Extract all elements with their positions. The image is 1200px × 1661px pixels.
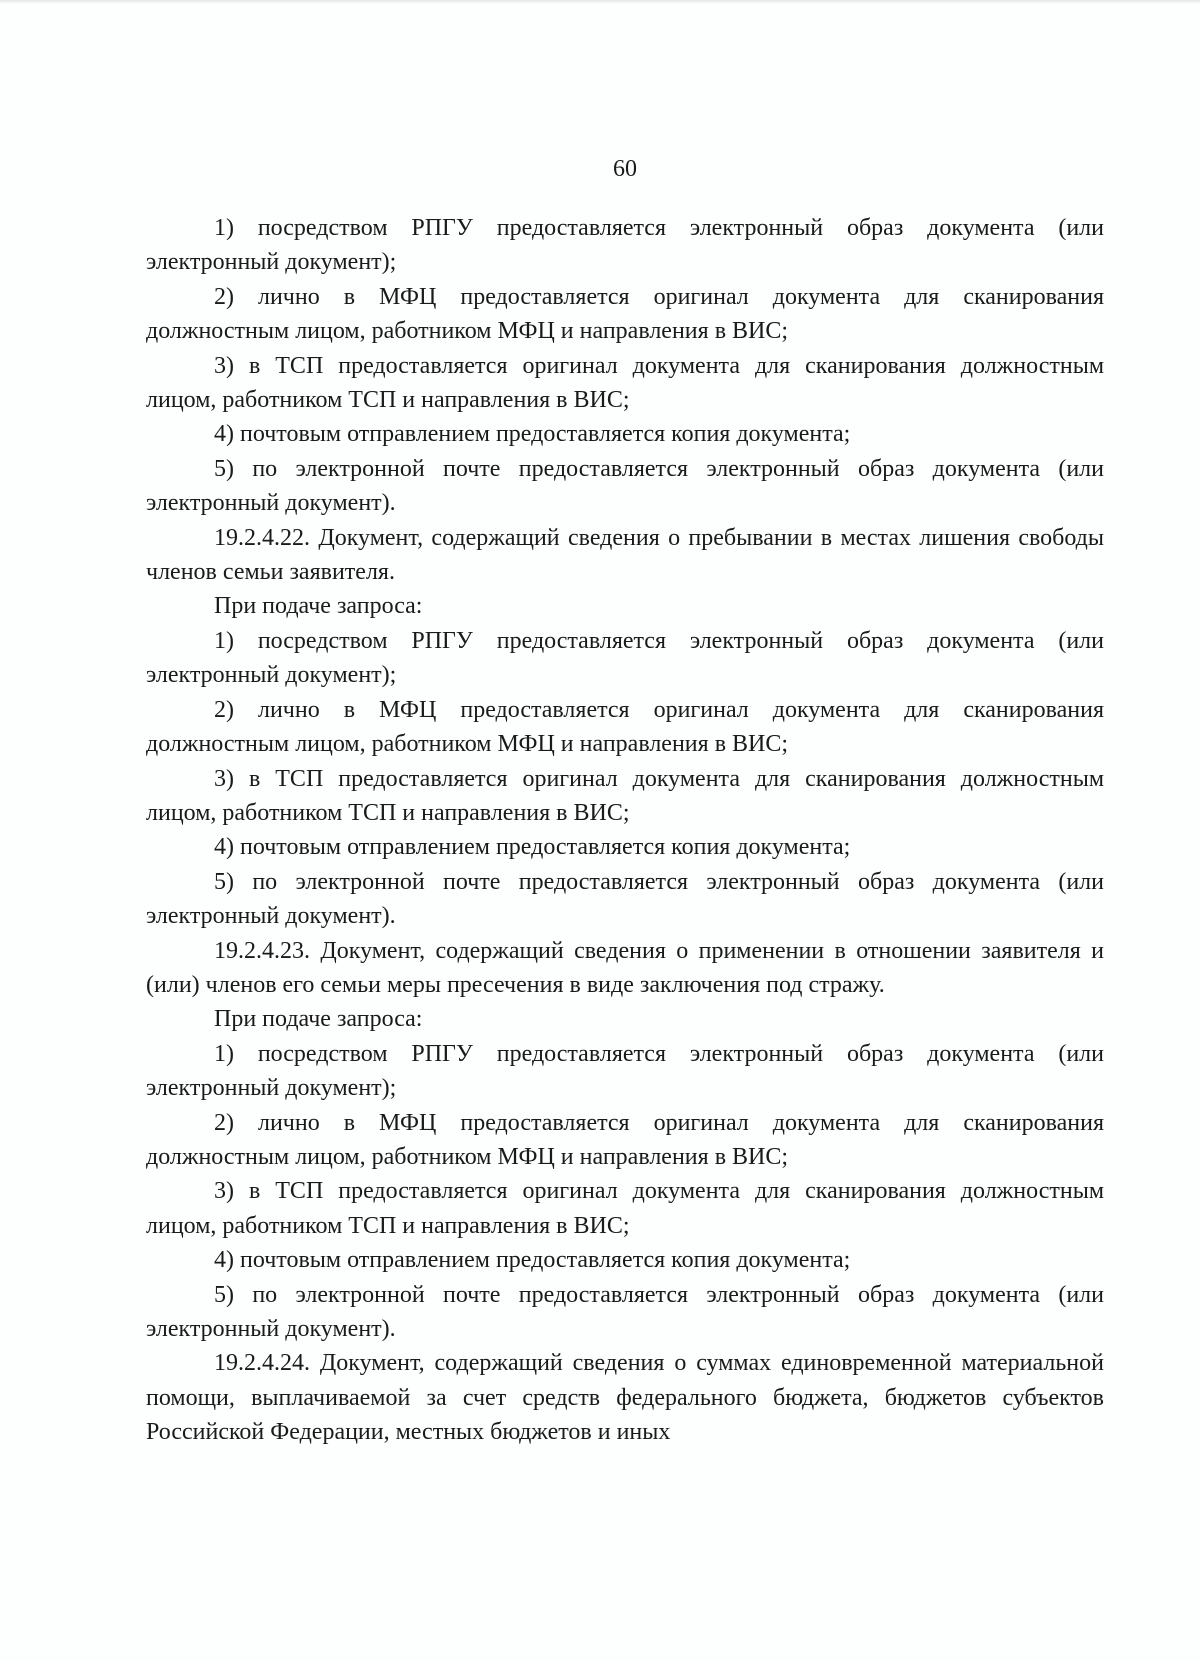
- list-item-email: 5) по электронной почте предоставляется электронный образ документа (или электронный документ).: [146, 868, 1104, 930]
- list-item-mfc: 2) лично в МФЦ предоставляется оригинал документа для сканирования должностным лицом, работником МФЦ и направления в ВИС;: [146, 283, 1104, 345]
- list-item-mfc: 2) лично в МФЦ предоставляется оригинал документа для сканирования должностным лицом, работником МФЦ и направления в ВИС;: [146, 696, 1104, 758]
- request-intro: При подаче запроса:: [214, 593, 423, 620]
- list-item-post: 4) почтовым отправлением предоставляется копия документа;: [214, 1247, 851, 1274]
- request-intro: При подаче запроса:: [214, 1006, 423, 1033]
- section-heading-19-2-4-22: 19.2.4.22. Документ, содержащий сведения о пребывании в местах лишения свободы членов семьи заявителя.: [146, 524, 1104, 586]
- list-item-post: 4) почтовым отправлением предоставляется копия документа;: [214, 834, 851, 861]
- list-item-tsp: 3) в ТСП предоставляется оригинал документа для сканирования должностным лицом, работником ТСП и направления в ВИС;: [146, 352, 1104, 414]
- list-item-rpgu: 1) посредством РПГУ предоставляется электронный образ документа (или электронный документ);: [146, 627, 1104, 689]
- scan-edge: [0, 0, 1200, 4]
- document-body: [146, 211, 1104, 1450]
- list-item-email: 5) по электронной почте предоставляется электронный образ документа (или электронный документ).: [146, 1281, 1104, 1342]
- list-item-mfc: 2) лично в МФЦ предоставляется оригинал документа для сканирования должностным лицом, работником МФЦ и направления в ВИС;: [146, 1109, 1104, 1170]
- list-item-tsp: 3) в ТСП предоставляется оригинал документа для сканирования должностным лицом, работником ТСП и направления в ВИС;: [146, 765, 1104, 826]
- list-item-rpgu: 1) посредством РПГУ предоставляется электронный образ документа (или электронный документ);: [146, 1040, 1104, 1102]
- list-item-rpgu: 1) посредством РПГУ предоставляется электронный образ документа (или электронный документ);: [146, 215, 1104, 276]
- page-number: 60: [613, 156, 637, 182]
- section-heading-19-2-4-23: 19.2.4.23. Документ, содержащий сведения о применении в отношении заявителя и (или) членов его семьи меры пресечения в виде заключения под стражу.: [146, 937, 1104, 998]
- section-heading-19-2-4-24: 19.2.4.24. Документ, содержащий сведения о суммах единовременной материальной помощи, выплачиваемой за счет средств федерального бюджета, бюджетов субъектов Российской Федерации, местных бюджетов и иных: [146, 1350, 1104, 1446]
- list-item-post: 4) почтовым отправлением предоставляется копия документа;: [214, 421, 851, 448]
- list-item-email: 5) по электронной почте предоставляется электронный образ документа (или электронный документ).: [146, 455, 1104, 517]
- list-item-tsp: 3) в ТСП предоставляется оригинал документа для сканирования должностным лицом, работником ТСП и направления в ВИС;: [146, 1178, 1104, 1239]
